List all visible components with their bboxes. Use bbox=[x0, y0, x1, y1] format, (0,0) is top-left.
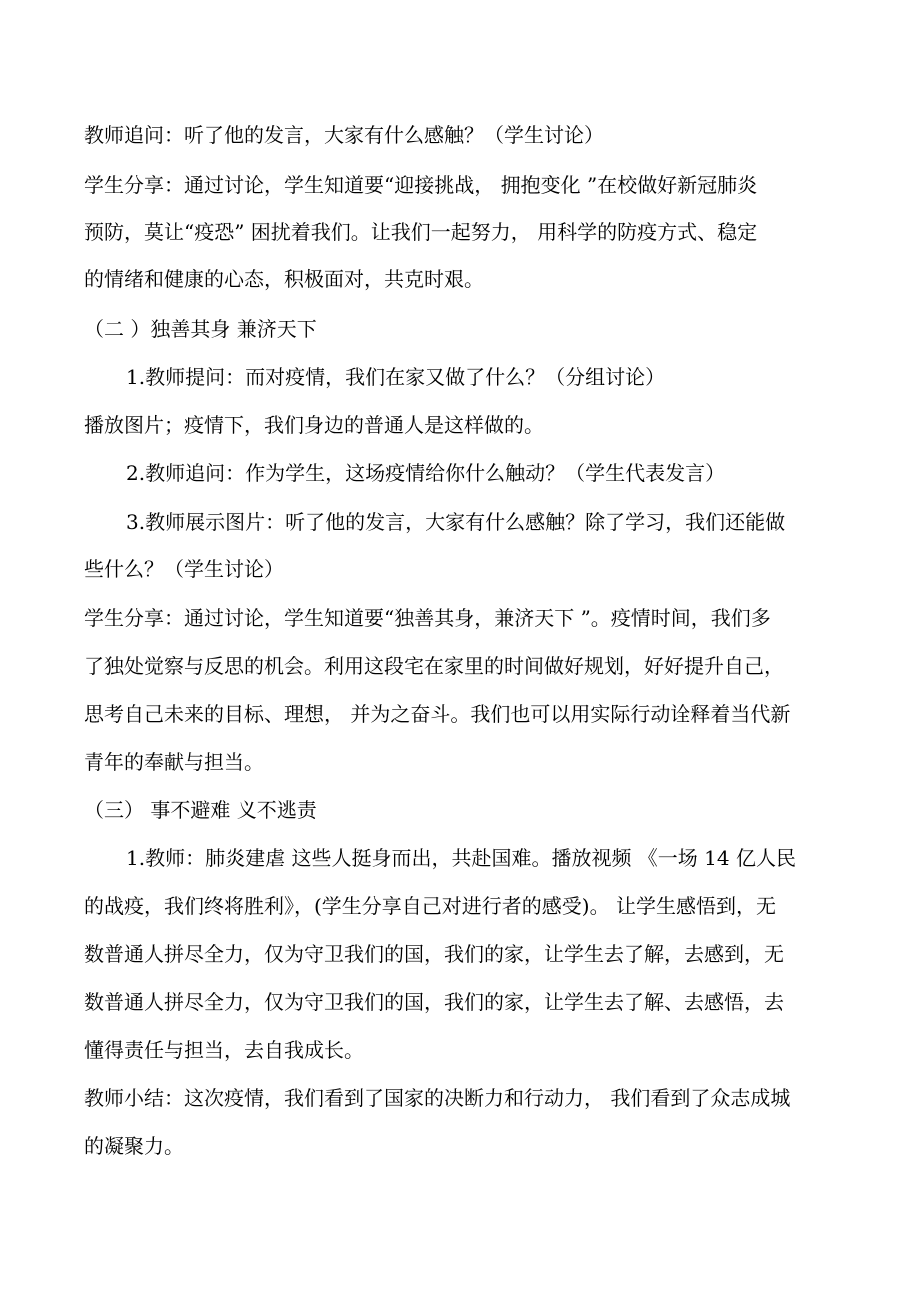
text-line: 1.教师提问：而对疫情，我们在家又做了什么？（分组讨论） bbox=[126, 365, 666, 389]
text-line: 学生分享：通过讨论，学生知道要“独善其身，兼济天下 ”。疫情时间，我们多 bbox=[84, 606, 771, 630]
text-line: 思考自己未来的目标、理想， 并为之奋斗。我们也可以用实际行动诠释着当代新 bbox=[84, 702, 791, 726]
text-line: 了独处觉察与反思的机会。利用这段宅在家里的时间做好规划，好好提升自己， bbox=[84, 654, 784, 678]
text-line: 学生分享：通过讨论，学生知道要“迎接挑战， 拥抱变化 ”在校做好新冠肺炎 bbox=[84, 173, 758, 197]
section-heading: （二 ）独善其身 兼济天下 bbox=[84, 317, 317, 341]
section-heading: （三） 事不避难 义不逃责 bbox=[84, 798, 317, 822]
text-line: 的凝聚力。 bbox=[84, 1134, 184, 1158]
text-line: 数普通人拼尽全力，仅为守卫我们的国，我们的家，让学生去了解，去感到，无 bbox=[84, 942, 784, 966]
text-line: 预防，莫让“疫恐” 困扰着我们。让我们一起努力， 用科学的防疫方式、稳定 bbox=[84, 220, 758, 244]
text-line: 播放图片；疫情下，我们身边的普通人是这样做的。 bbox=[84, 413, 544, 437]
text-line: 教师追问：听了他的发言，大家有什么感触？（学生讨论） bbox=[84, 123, 604, 147]
text-line: 懂得责任与担当，去自我成长。 bbox=[84, 1038, 364, 1062]
text-line: 数普通人拼尽全力，仅为守卫我们的国，我们的家，让学生去了解、去感悟，去 bbox=[84, 990, 784, 1014]
text-line: 的情绪和健康的心态，积极面对，共克时艰。 bbox=[84, 267, 484, 291]
text-line: 的战疫，我们终将胜利》，(学生分享自己对进行者的感受)。 让学生感悟到，无 bbox=[84, 894, 776, 918]
text-line: 2.教师追问：作为学生，这场疫情给你什么触动？（学生代表发言） bbox=[126, 461, 726, 485]
text-line: 3.教师展示图片：听了他的发言，大家有什么感触？除了学习，我们还能做 bbox=[126, 510, 786, 534]
text-line: 青年的奉献与担当。 bbox=[84, 750, 264, 774]
text-line: 些什么？（学生讨论） bbox=[84, 557, 284, 581]
text-line: 1.教师：肺炎建虐 这些人挺身而出，共赴国难。播放视频 《一场 14 亿人民 bbox=[126, 846, 796, 870]
text-line: 教师小结：这次疫情，我们看到了国家的决断力和行动力， 我们看到了众志成城 bbox=[84, 1086, 791, 1110]
